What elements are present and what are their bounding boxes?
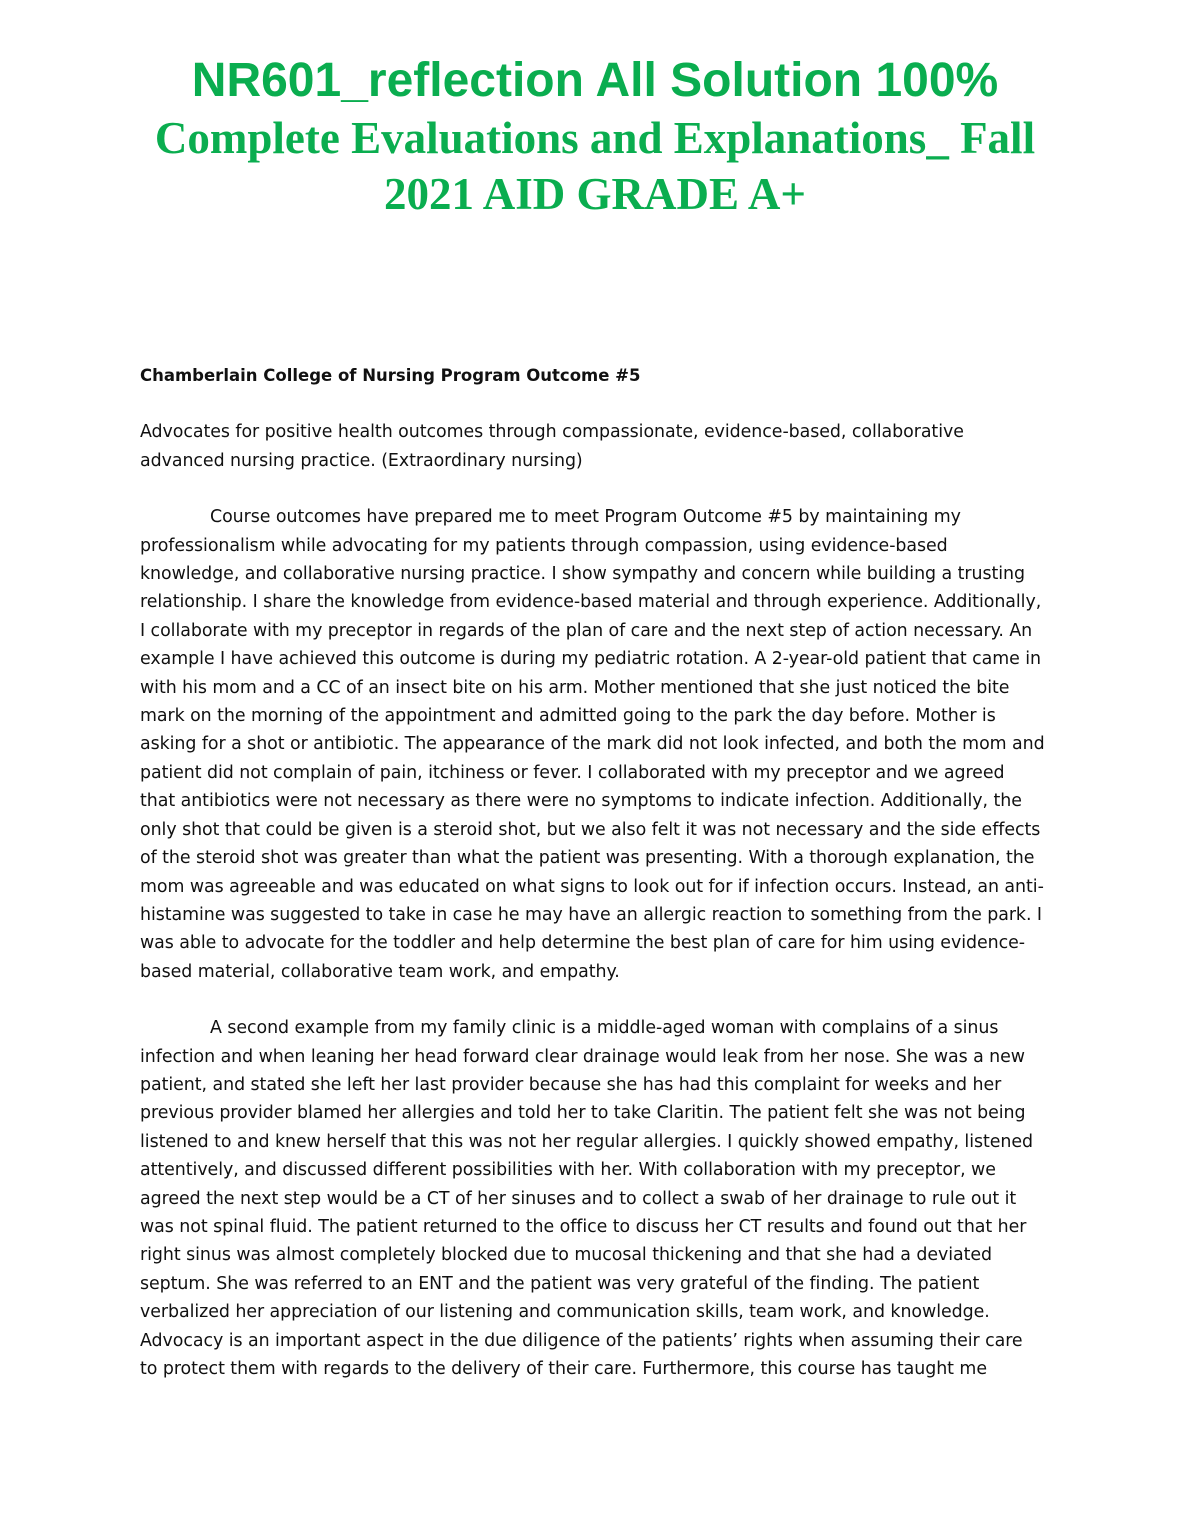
- program-outcome-text: Advocates for positive health outcomes through compassionate, evidence-based, collaborative advanced nursing practice. (Extraordinary nursing): [140, 422, 964, 471]
- paragraph-family-clinic-example: A second example from my family clinic is a middle-aged woman with complains of a sinus infection and when leaning her head forward clear drainage would leak from her nose. She was a new patient, and stated she left her last provider because she has had this complaint for weeks and her previous provider blamed her allergies and told her to take Claritin. The patient felt she was not being listened to and knew herself that this was not her regular allergies. I quickly showed empathy, listened attentively, and discussed different possibilities with her. With collaboration with my preceptor, we agreed the next step would be a CT of her sinuses and to collect a swab of her drainage to rule out it was not spinal fluid. The patient returned to the office to discuss her CT results and found out that her right sinus was almost completely blocked due to mucosal thickening and that she had a deviated septum. She was referred to an ENT and the patient was very grateful of the finding. The patient verbalized her appreciation of our listening and communication skills, team work, and knowledge. Advocacy is an important aspect in the due diligence of the patients’ rights when assuming their care to protect them with regards to the delivery of their care. Furthermore, this course has taught me: [140, 1018, 1034, 1379]
- title-line-2: Complete Evaluations and Explanations_ Fall: [154, 113, 1036, 163]
- document-title: [60, 52, 1130, 222]
- document-body: [140, 362, 1045, 1411]
- paragraph-pediatric-example: Course outcomes have prepared me to meet Program Outcome #5 by maintaining my professionalism while advocating for my patients through compassion, using evidence-based knowledge, and collaborative nursing practice. I show sympathy and concern while building a trusting relationship. I share the knowledge from evidence-based material and through experience. Additionally, I collaborate with my preceptor in regards of the plan of care and the next step of action necessary. An example I have achieved this outcome is during my pediatric rotation. A 2-year-old patient that came in with his mom and a CC of an insect bite on his arm. Mother mentioned that she just noticed the bite mark on the morning of the appointment and admitted going to the park the day before. Mother is asking for a shot or antibiotic. The appearance of the mark did not look infected, and both the mom and patient did not complain of pain, itchiness or fever. I collaborated with my preceptor and we agreed that antibiotics were not necessary as there were no symptoms to indicate infection. Additionally, the only shot that could be given is a steroid shot, but we also felt it was not necessary and the side effects of the steroid shot was greater than what the patient was presenting. With a thorough explanation, the mom was agreeable and was educated on what signs to look out for if infection occurs. Instead, an anti-histamine was suggested to take in case he may have an allergic reaction to something from the park. I was able to advocate for the toddler and help determine the best plan of care for him using evidence-based material, collaborative team work, and empathy.: [140, 507, 1045, 982]
- section-heading: Chamberlain College of Nursing Program Outcome #5: [140, 366, 641, 385]
- title-line-3: 2021 AID GRADE A+: [384, 169, 806, 219]
- title-line-1: NR601_reflection All Solution 100%: [191, 54, 999, 107]
